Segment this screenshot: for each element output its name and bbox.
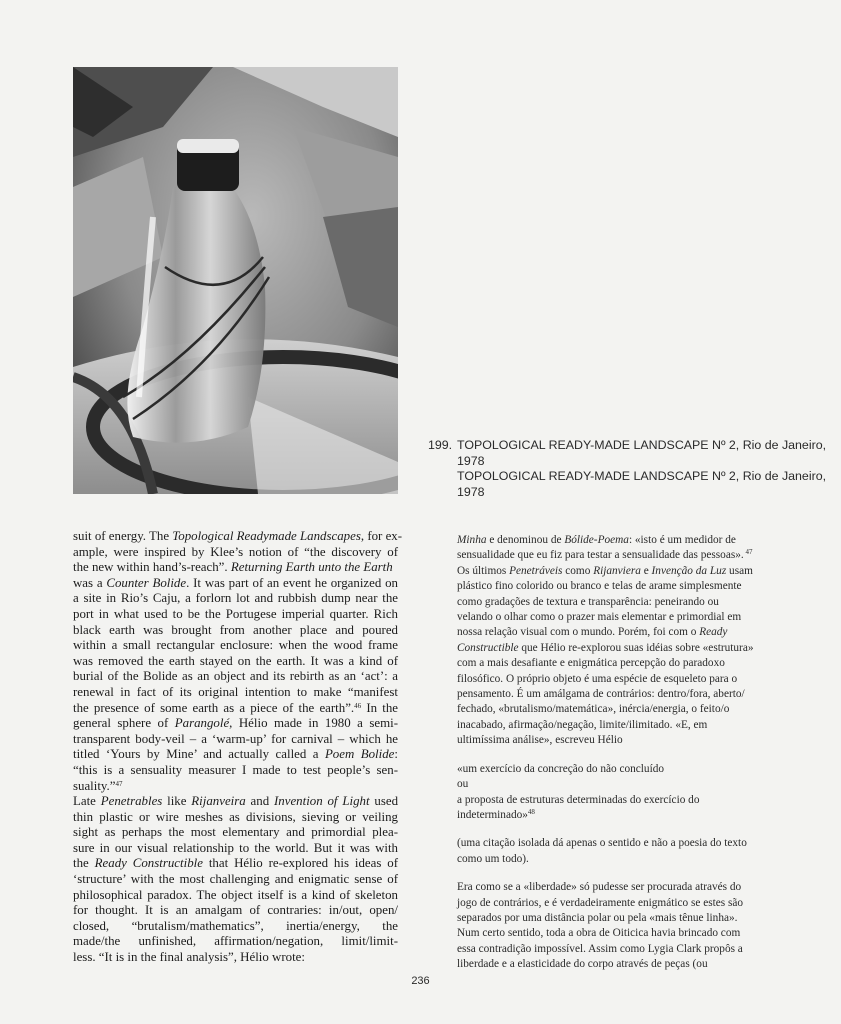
text-line: “this is a sensuality measurer I made to test people’s sen- [73,762,398,777]
text-line: Os últimos Penetráveis como Rijanviera e Invenção da Luz usam [457,564,753,577]
italic-title: Rijanveira [191,794,246,809]
text-line: «um exercício da concreção do não concluído [457,762,665,775]
text-line: sure in our visual relationship to the world. But it was with [73,840,398,855]
text-line: separados por uma distância polar ou pela «mais tênue linha». [457,911,738,924]
text-line: indeterminado»$^{48}$ [457,807,535,821]
italic-title: Ready Constructible [94,856,203,871]
perfume-bottle-photo [73,67,398,494]
text-line: filosófico. O próprio objeto é uma espécie de esqueleto para o [457,672,738,685]
italic-title: Minha [457,534,487,546]
caption-line: 1978 [457,484,485,499]
text-line: essa contradição impossível. Assim como Lygia Clark propôs a [457,942,743,955]
italic-title: Invenção da Luz [651,564,727,577]
text-line: closed, “brutalism/mathematics”, inertia/energy, the [73,918,398,933]
text-line: liberdade e a elasticidade do corpo através de peças (ou [457,958,708,971]
text-line: less. “It is in the final analysis”, Hélio wrote: [73,950,305,965]
paragraph [457,762,797,824]
text-line: velando o olhar como o prazer mais elementar e primordial em [457,611,742,624]
italic-title: Ready [699,626,728,639]
text-line: philosophical paradox. The object itself is a kind of skeleton [73,887,398,902]
text-line: fechado, «brutalismo/matemática», inércia/energia, o feito/o [457,703,730,716]
text-line: (uma citação isolada dá apenas o sentido e não a poesia do texto [457,837,747,850]
text-line: the new within hand’s-reach”. Returning Earth unto the Earth [73,560,393,575]
text-line: a site in Rio’s Caju, a forlorn lot and rubbish dump near the [73,591,398,606]
english-text-column [73,529,403,966]
text-line: thin plastic or wire meshes as divisions, sieving or veiling [73,809,398,824]
italic-title: Constructible [457,641,519,654]
text-line: pensamento. É um amálgama de contrários: dentro/fora, aberto/ [457,688,745,701]
text-line: within a small rectangular enclosure: when the wood frame [73,638,398,653]
footnote-ref: 47 [115,779,123,788]
text-line: Num certo sentido, toda a obra de Oiticica havia brincado com [457,927,741,940]
text-line: como gradações de textura e transparência: peneirando ou [457,595,719,608]
caption-line: TOPOLOGICAL READY-MADE LANDSCAPE Nº 2, Rio de Janeiro, [457,438,827,452]
text-line: como um todo). [457,852,529,865]
text-line: sight as perhaps the most elementary and primordial plea- [73,825,398,840]
italic-title: Counter Bolide [106,575,187,590]
text-line: transparent body-veil – a ‘warm-up’ for carnival – which he [73,731,398,746]
caption-number: 199. [428,438,453,452]
text-line: titled ‘Yours by Mine’ and actually called a Poem Bolide: [73,747,398,762]
paragraph [457,533,797,749]
italic-title: Poem Bolide [324,747,395,762]
paragraph [457,880,797,972]
caption-line: 1978 [457,453,485,468]
figure-caption [428,438,838,500]
page-number: 236 [411,975,430,987]
text-line: made/the unfinished, affirmation/negation, limit/limit- [73,934,398,949]
text-line: black earth was brought from another place and poured [73,622,398,637]
footnote-ref: 48 [527,807,535,816]
portuguese-text-column [457,533,797,973]
text-line: ample, were inspired by Klee’s notion of “the discovery of [73,544,398,559]
italic-title: Rijanviera [593,564,641,577]
italic-title: Penetrables [100,794,163,809]
footnote-ref: 46 [354,701,362,710]
text-line: was a Counter Bolide. It was part of an event he organized on [73,575,399,590]
italic-title: Penetráveis [509,564,563,577]
text-line: Minha e denominou de Bólide-Poema: «isto é um medidor de [457,534,736,546]
text-line: com a mais desafiante e enigmática percepção do paradoxo [457,657,725,670]
text-line: jogo de contrários, e é verdadeiramente enigmático se estes são [457,896,744,909]
text-line: Constructible que Hélio re-explorou suas idéias sobre «estrutura» [457,641,754,654]
italic-title: Topological Readymade Landscapes [172,529,361,543]
text-line: for thought. It is an amalgam of contraries: in/out, open/ [73,903,398,918]
paragraph [457,836,797,867]
text-line: ultimíssima análise», escreveu Hélio [457,734,623,747]
italic-title: Parangolé [174,716,230,731]
text-line: suit of energy. The Topological Readymade Landscapes, for ex- [73,529,403,543]
text-line: sensualidade que eu fiz para testar a sensualidade das pessoas». $^{47}$ [457,548,753,562]
text-line: renewal in fact of its original intention to make “manifest [73,684,398,699]
text-line: a proposta de estruturas determinadas do exercício do [457,793,700,806]
text-line: burial of the Bolide as an object and its rebirth as an ‘act’: a [73,669,398,684]
text-line: the presence of some earth as a piece of the earth”.$^{46}$ In the [73,700,398,715]
italic-title: Invention of Light [273,794,370,809]
text-line: plástico fino colorido ou branco e telas de arame simplesmente [457,580,742,593]
footnote-ref: 47 [743,548,753,557]
text-line: inacabado, afirmação/negação, limite/ilimitado. «E, em [457,718,708,731]
artwork-photograph [73,67,398,494]
text-line: nossa relação visual com o mundo. Porém, foi com o Ready [457,626,728,639]
text-line: was removed the earth stayed on the earth. It was a kind of [73,653,398,668]
italic-title: Bólide-Poema [564,534,629,546]
text-line: the Ready Constructible that Hélio re-explored his ideas of [73,856,398,871]
text-line: ou [457,778,469,791]
text-line: Late Penetrables like Rijanveira and Invention of Light used [73,794,399,809]
text-line: port in what used to be the Portugese imperial quarter. Rich [73,606,398,621]
text-line: ‘structure’ with the most challenging and enigmatic sense of [73,872,398,887]
text-line: Era como se a «liberdade» só pudesse ser procurada através do [457,881,742,894]
caption-line: TOPOLOGICAL READY-MADE LANDSCAPE Nº 2, Rio de Janeiro, [457,469,827,483]
italic-title: Returning Earth unto the Earth [230,560,393,575]
text-line: suality.”$^{47}$ [73,778,123,793]
text-line: general sphere of Parangolé, Hélio made in 1980 a semi- [73,716,398,731]
